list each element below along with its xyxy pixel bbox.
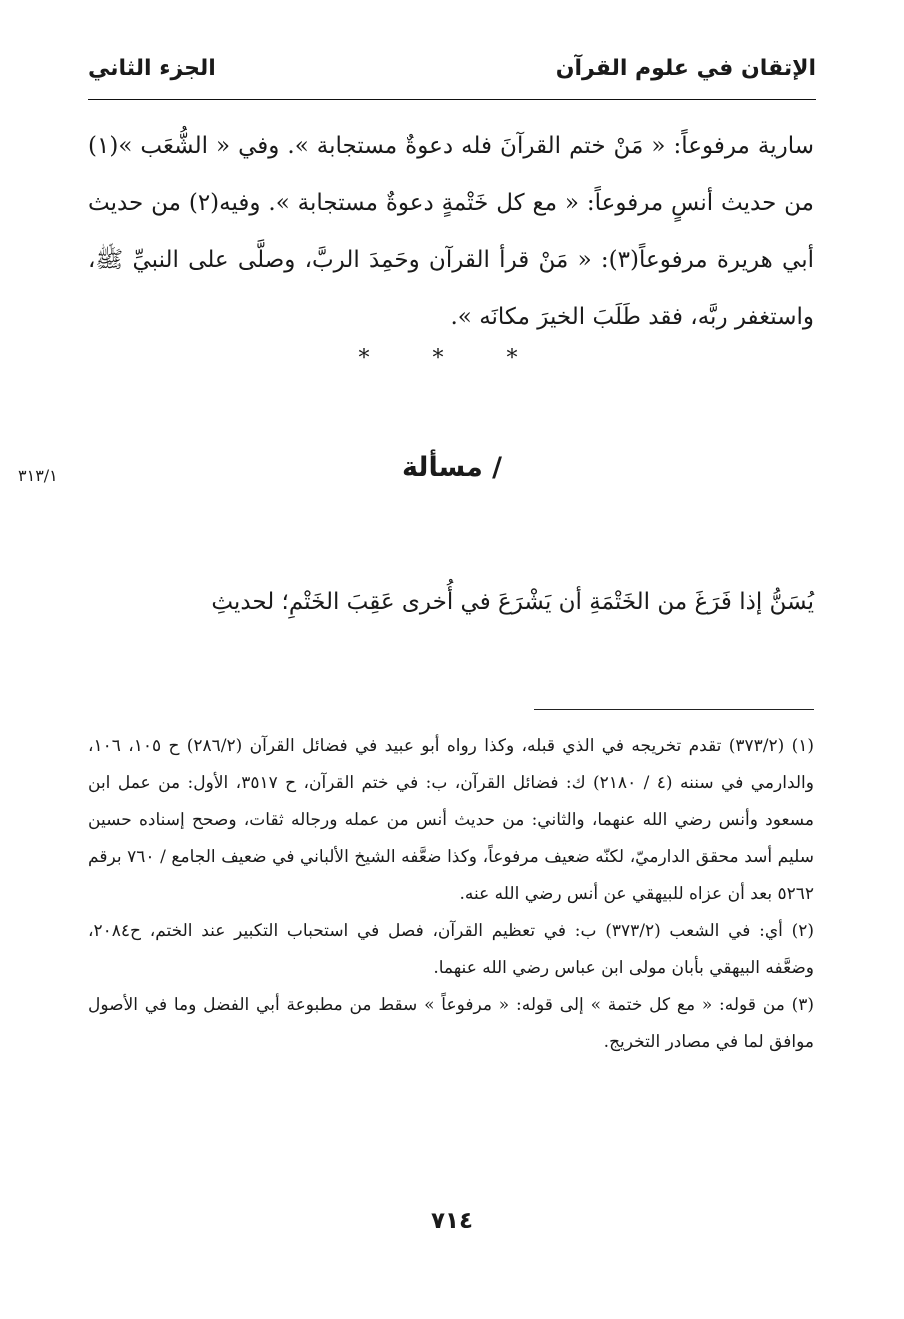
margin-reference: ٣١٣/١ (18, 466, 58, 485)
page-number: ٧١٤ (430, 1208, 474, 1234)
part-title: الجزء الثاني (88, 56, 216, 81)
footnote-2: (٢) أي: في الشعب (٣٧٣/٢) ب: في تعظيم القرآن، فصل في استحباب التكبير عند الختم، ح٢٠٨٤، وضعَّفه البيهقي بأبان مولى ابن عباس رضي الله عنهما. (88, 921, 814, 978)
section-separator: * * * (358, 346, 546, 371)
footnotes (88, 728, 814, 1061)
section-title: / مسألة (401, 452, 503, 483)
main-paragraph: سارية مرفوعاً: « مَنْ ختم القرآنَ فله دعوةٌ مستجابة ». وفي « الشُّعَب »(١) من حديث أنسٍ مرفوعاً: « مع كل خَتْمةٍ دعوةٌ مستجابة ». وفيه(٢) من حديث أبي هريرة مرفوعاً(٣): « مَنْ قرأ القرآن وحَمِدَ الربَّ، وصلَّى على النبيِّ ﷺ، واستغفر ربَّه، فقد طَلَبَ الخيرَ مكانَه ». (88, 133, 815, 330)
footnote-1: (١) (٣٧٣/٢) تقدم تخريجه في الذي قبله، وكذا رواه أبو عبيد في فضائل القرآن (٢٨٦/٢) ح ١٠٥، ١٠٦، والدارمي في سننه (٤ / ٢١٨٠) ك: فضائل القرآن، ب: في ختم القرآن، ح ٣٥١٧، الأول: من عمل ابن مسعود وأنس رضي الله عنهما، والثاني: من حديث أنس من عمله ورجاله ثقات، وصحح إسناده حسين سليم أسد محقق الدارميّ، لكنّه ضعيف مرفوعاً، وكذا ضعَّفه الشيخ الألباني في ضعيف الجامع / ٧٦٠ برقم ٥٢٦٢ بعد أن عزاه للبيهقي عن أنس رضي الله عنه. (88, 736, 814, 904)
footnote-3: (٣) من قوله: « مع كل ختمة » إلى قوله: « مرفوعاً » سقط من مطبوعة أبي الفضل وما في الأصول موافق لما في مصادر التخريج. (88, 995, 814, 1052)
section-text: يُسَنُّ إذا فَرَغَ من الخَتْمَةِ أن يَشْرَعَ في أُخرى عَقِبَ الخَتْمِ؛ لحديثِ (211, 589, 814, 615)
footnote-rule (534, 709, 814, 710)
header-rule (88, 99, 816, 100)
running-header (88, 56, 816, 100)
main-text (88, 118, 814, 346)
book-title: الإتقان في علوم القرآن (555, 56, 816, 81)
